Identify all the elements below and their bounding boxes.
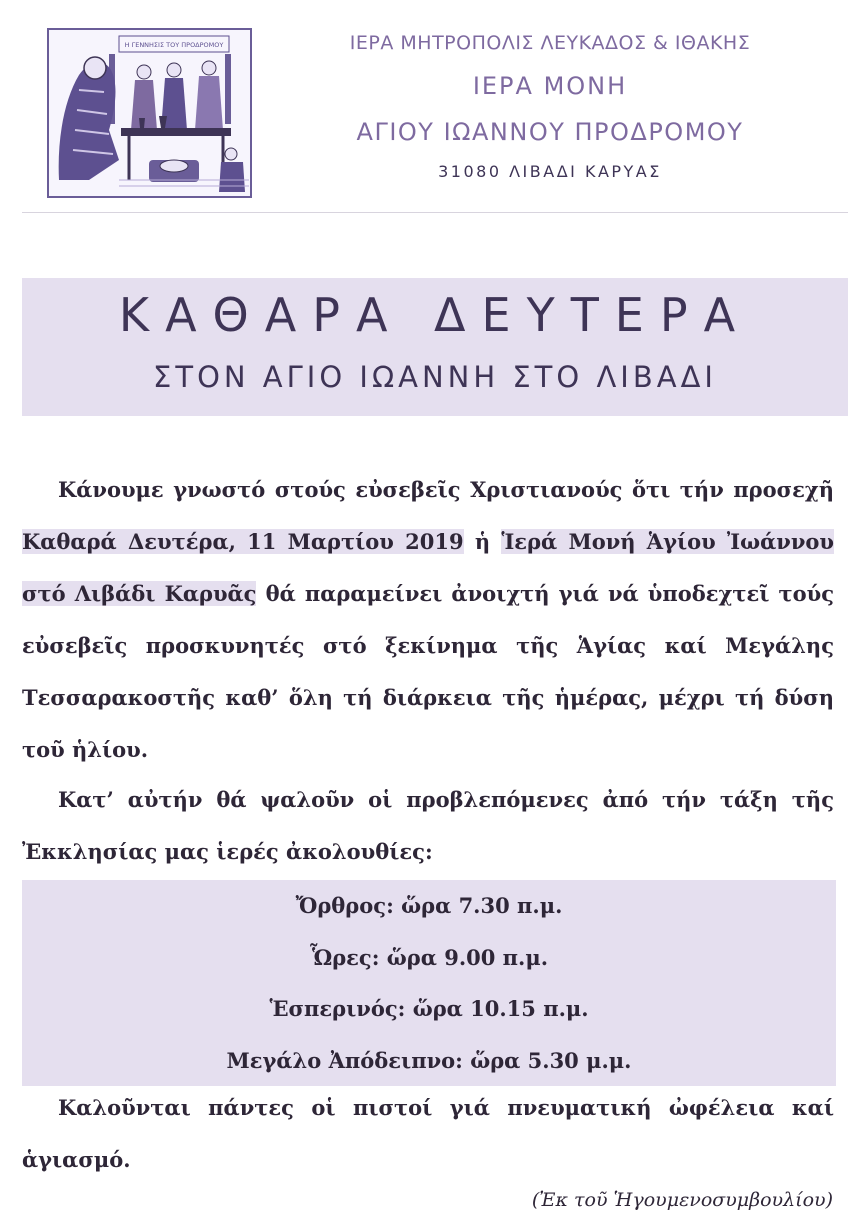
paragraph1-part3: θά παραμείνει ἀνοιχτή γιά νά ὑποδεχτεῖ τούς εὐσεβεῖς προσκυνητές στό ξεκίνημα τῆς Ἁγίας καί Μεγάλης Τεσσαρακοστῆς καθ’ ὅλη τή διάρκεια τῆς ἡμέρας, μέχρι τή δύση τοῦ ἡλίου. [22, 581, 834, 762]
announcement-paragraph [22, 464, 834, 776]
schedule-item: Μεγάλο Ἀπόδειπνο: ὥρα 5.30 μ.μ. [226, 1047, 632, 1073]
icon-caption: Η ΓΕΝΝΗΣΙΣ ΤΟΥ ΠΡΟΔΡΟΜΟΥ [124, 41, 224, 49]
monastery-name: ΑΓΙΟΥ ΙΩΑΝΝΟΥ ΠΡΟΔΡΟΜΟΥ [356, 118, 744, 146]
postal-address: 31080 ΛΙΒΑΔΙ ΚΑΡΥΑΣ [438, 162, 662, 181]
invitation-paragraph [22, 1082, 834, 1186]
schedule-item: Ὧρες: ὥρα 9.00 π.μ. [309, 944, 549, 970]
paragraph1-part2: ἡ [463, 529, 502, 554]
banner-subtitle: ΣΤΟΝ ΑΓΙΟ ΙΩΑΝΝΗ ΣΤΟ ΛΙΒΑΔΙ [153, 360, 717, 394]
title-banner [22, 278, 848, 416]
monastery-highlight: Ἱερά Μονή Ἁγίου Ἰωάννου στό Λιβάδι Καρυᾶς [22, 529, 835, 606]
service-schedule [22, 880, 836, 1086]
monastery-label: ΙΕΡΑ ΜΟΝΗ [472, 72, 628, 100]
paragraph2-text: Κατ’ αὐτήν θά ψαλοῦν οἱ προβλεπόμενες ἀπό τήν τάξη τῆς Ἐκκλησίας μας ἱερές ἀκολουθίες: [22, 787, 834, 864]
signature: (Ἐκ τοῦ Ἡγουμενοσυμβουλίου) [531, 1189, 833, 1211]
paragraph3-text: Καλοῦνται πάντες οἱ πιστοί γιά πνευματική ὠφέλεια καί ἁγιασμό. [22, 1095, 834, 1172]
banner-title: ΚΑΘΑΡΑ ΔΕΥΤΕΡΑ [118, 288, 752, 342]
services-paragraph [22, 774, 834, 878]
nativity-icon-image [47, 28, 252, 198]
metropolis-line: ΙΕΡΑ ΜΗΤΡΟΠΟΛΙΣ ΛΕΥΚΑΔΟΣ & ΙΘΑΚΗΣ [349, 32, 751, 54]
schedule-item: Ὄρθρος: ὥρα 7.30 π.μ. [295, 893, 563, 918]
nativity-icon [49, 30, 250, 196]
date-highlight: Καθαρά Δευτέρα, 11 Μαρτίου 2019 [22, 529, 464, 554]
paragraph1-part1: Κάνουμε γνωστό στούς εὐσεβεῖς Χριστιανούς ὅτι τήν προσεχῆ [58, 477, 834, 502]
schedule-item: Ἑσπερινός: ὥρα 10.15 π.μ. [269, 996, 589, 1021]
header-divider [22, 212, 848, 213]
